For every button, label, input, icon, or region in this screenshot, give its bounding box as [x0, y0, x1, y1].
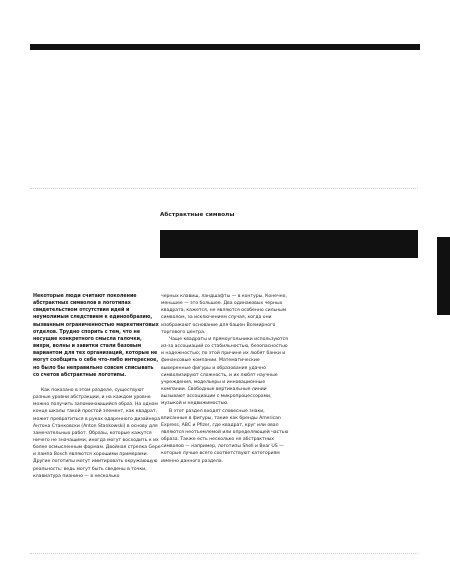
title-bar-block: [160, 230, 418, 258]
column-right: [161, 293, 289, 465]
side-tab-marker: [437, 237, 450, 315]
divider-bottom: [30, 553, 418, 554]
lead-paragraph: Некоторые люди считают поколение абстрактных символов в логотипах свидетельством отсутствия идей и неумолимым следствием к единообразию, вызванным ограниченностью маркетинговых отделов. Трудно спорить с тем, что не несущие конкретного смысла галочки, вихри, волны и завитки стали базовым вариантом для тех организаций, которые не могут сообщить о себе что-либо интересное, но было бы неправильно совсем списывать со счетов абстрактные логотипы.: [33, 294, 159, 378]
body-paragraph: Чаще квадраты и прямоугольники используются из-за ассоциаций со стабильностью, безопасностью и надежностью; по этой причине их любят банки и финансовые компании. Математические выверенные фигуры и образования удачно символизируют сложность, и их любят научные учреждения, модельеры и инновационные компании. Свободные вертикальные линии вызывают ассоциации с микропроцессорами, музыкой и недвижимостью.: [161, 336, 288, 407]
column-left: [33, 293, 161, 480]
body-paragraph: Как показано в этом разделе, существуют разные уровни абстракции, и на каждом уровне можно получить запоминающийся образ. На одном конце шкалы такой простой элемент, как квадрат, может превратиться в руках одаренного дизайнера Антона Станковски (Anton Stankowski) в основу для замечательных работ. Образы, которые кажутся ничего не значащими, иногда могут восходить к их более осмысленным формам. Двойная стрелка Gepe и лампа Bosch являются хорошими примерами. Другие логотипы могут имитировать окружающую реальность: ведь могут быть сведены в точки, клавиатура пианино — в несколько: [33, 387, 161, 479]
section-label: Абстрактные символы: [160, 212, 235, 218]
top-rule: [30, 44, 420, 50]
body-paragraph: черных клавиш, ландшафты — в контуры. Конечно, меньшее — это большее. Два одинаковых черных квадрата, кажется, не являются особенно сильным символом, за исключением случая, когда они изображают основание для башен Всемирного торгового центра.: [161, 294, 287, 335]
body-paragraph: В этот раздел входят словесные знаки, вписанные в фигуры, такие как бренды American Express, ABC и Pfizer, где квадрат, круг или овал являются неотъемлемой или определяющей частью образа. Также есть несколько не абстрактных символов — например, логотипы Shell и Bear US — которые лучше всего соответствуют категориям именно данного раздела.: [161, 408, 289, 464]
divider-top: [30, 188, 418, 189]
